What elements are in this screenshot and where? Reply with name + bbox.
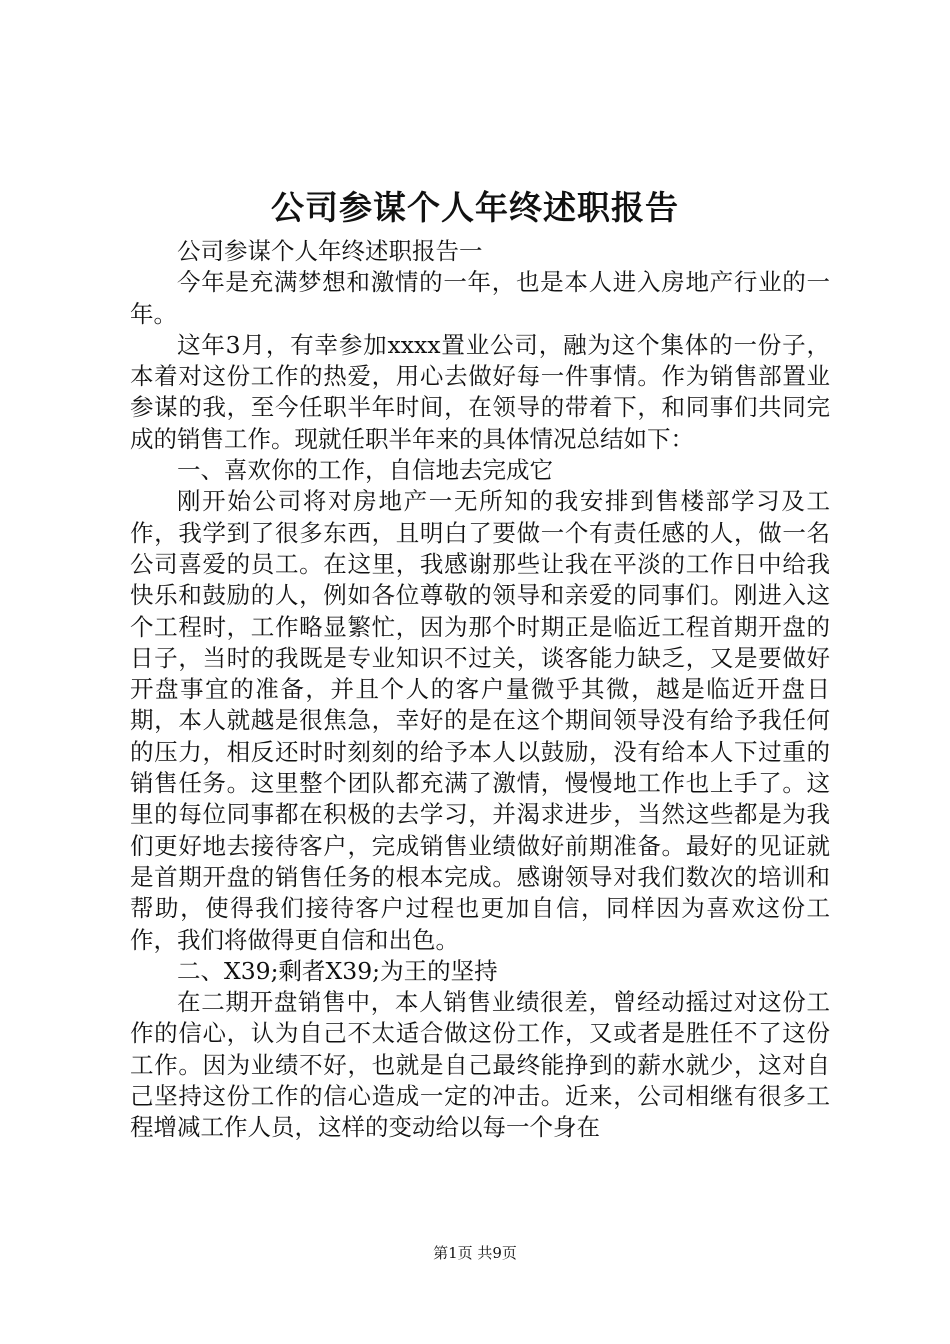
paragraph-section-1: 刚开始公司将对房地产一无所知的我安排到售楼部学习及工作，我学到了很多东西，且明白了要做一个有责任感的人，做一名公司喜爱的员工。在这里，我感谢那些让我在平淡的工作日中给我快乐和鼓励的人，例如各位尊敬的领导和亲爱的同事们。刚进入这个工程时，工作略显繁忙，因为那个时期正是临近工程首期开盘的日子，当时的我既是专业知识不过关，谈客能力缺乏，又是要做好开盘事宜的准备，并且个人的客户量微乎其微，越是临近开盘日期，本人就越是很焦急，幸好的是在这个期间领导没有给予我任何的压力，相反还时时刻刻的给予本人以鼓励，没有给本人下过重的销售任务。这里整个团队都充满了激情，慢慢地工作也上手了。这里的每位同事都在积极的去学习，并渴求进步，当然这些都是为我们更好地去接待客户，完成销售业绩做好前期准备。最好的见证就是首期开盘的销售任务的根本完成。感谢领导对我们数次的培训和帮助，使得我们接待客户过程也更加自信，同样因为喜欢这份工作，我们将做得更自信和出色。 bbox=[130, 487, 830, 954]
document-title: 公司参谋个人年终述职报告 bbox=[271, 188, 679, 227]
paragraph-section-2: 在二期开盘销售中，本人销售业绩很差，曾经动摇过对这份工作的信心，认为自己不太适合做这份工作，又或者是胜任不了这份工作。因为业绩不好，也就是自己最终能挣到的薪水就少，这对自己坚持这份工作的信心造成一定的冲击。近来，公司相继有很多工程增减工作人员，这样的变动给以每一个身在 bbox=[130, 988, 830, 1142]
paragraph-intro: 今年是充满梦想和激情的一年，也是本人进入房地产行业的一年。 bbox=[130, 268, 830, 328]
paragraph-subtitle: 公司参谋个人年终述职报告一 bbox=[177, 237, 483, 265]
document-body bbox=[130, 236, 830, 1144]
section-heading-1: 一、喜欢你的工作，自信地去完成它 bbox=[177, 456, 553, 485]
paragraph-overview: 这年3月，有幸参加xxxx置业公司，融为这个集体的一份子，本着对这份工作的热爱，用心去做好每一件事情。作为销售部置业参谋的我，至今任职半年时间，在领导的带着下，和同事们共同完成的销售工作。现就任职半年来的具体情况总结如下： bbox=[130, 330, 830, 453]
page-number-footer: 第1页 共9页 bbox=[433, 1244, 517, 1262]
section-heading-2: 二、X39;剩者X39;为王的坚持 bbox=[177, 956, 498, 985]
